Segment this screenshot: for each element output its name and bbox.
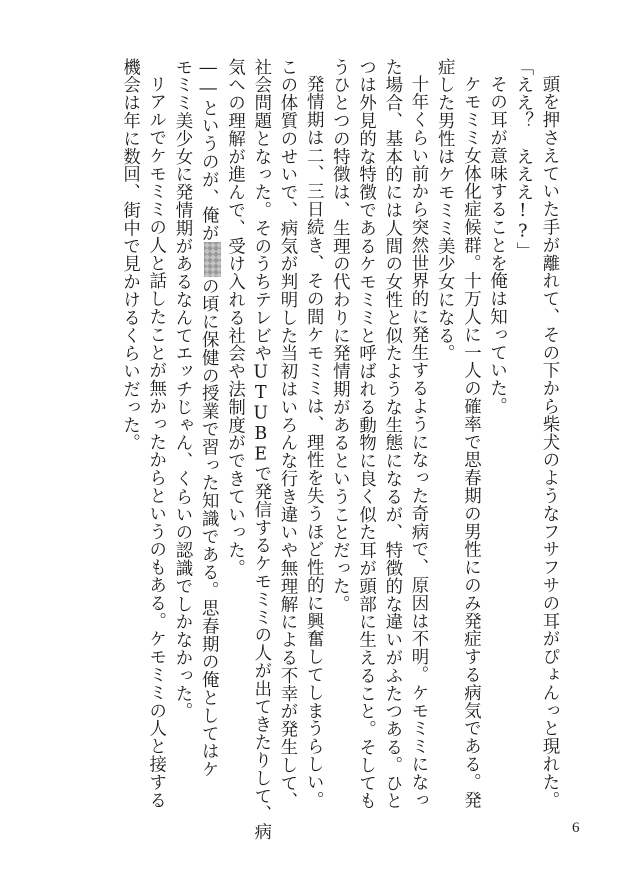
- text-line: リアルでケモミミの人と話したことが無かったからというのもある。ケモミミの人と接する: [145, 75, 166, 810]
- text-line: 気への理解が進んで、受け入れる社会や法制度ができていった。: [224, 58, 245, 578]
- text-segment: の頃に保健の授業で習った知識である。思春期の俺としてはケ: [198, 276, 219, 779]
- text-line: この体質のせいで、病気が判明した当初はいろんな行き違いや無理解による不幸が発生して、: [276, 58, 297, 810]
- text-line: 症した男性はケモミミ美少女になる。: [434, 58, 455, 363]
- text-line: た場合、基本的には人間の女性と似たような生態になるが、特徴的な違いがふたつある。ひと: [381, 58, 402, 810]
- page-number: 6: [572, 820, 580, 836]
- text-line: 「ええ？ えええ!?」: [512, 58, 533, 261]
- vertical-text-body: [100, 58, 562, 841]
- text-segment: ――というのが、俺が: [198, 58, 219, 243]
- text-line: 十年くらい前から突然世界的に発生するようになった奇病で、原因は不明。ケモミミになっ: [407, 75, 428, 810]
- text-line: ケモミミ女体化症候群。十万人に一人の確率で思春期の男性にのみ発症する病気である。発: [460, 75, 481, 810]
- censor-mosaic: [204, 260, 221, 277]
- text-line: 頭を押さえていた手が離れて、その下から柴犬のようなフサフサの耳がぴょんっと現れた。: [539, 75, 559, 810]
- text-line: 発情期は二、三日続き、その間ケモミミは、理性を失うほど性的に興奮してしまうらしい。: [303, 75, 324, 810]
- text-line: 機会は年に数回、街中で見かけるくらいだった。: [119, 58, 140, 452]
- text-line-censored: [195, 58, 221, 838]
- censor-mosaic: [204, 242, 221, 259]
- text-line: つは外見的な特徴であるケモミミと呼ばれる動物に良く似た耳が頭部に生えること。そしても: [355, 58, 376, 810]
- text-line: その耳が意味することを俺は知っていた。: [486, 75, 507, 416]
- text-line: モミミ美少女に発情期があるなんてエッチじゃん、くらいの認識でしかなかった。: [171, 58, 192, 721]
- text-line: うひとつの特徴は、生理の代わりに発情期があるということだった。: [329, 58, 350, 613]
- text-line: 社会問題となった。そのうちテレビやUTUBEで発信するケモミミの人が出てきたりして、病: [250, 58, 271, 841]
